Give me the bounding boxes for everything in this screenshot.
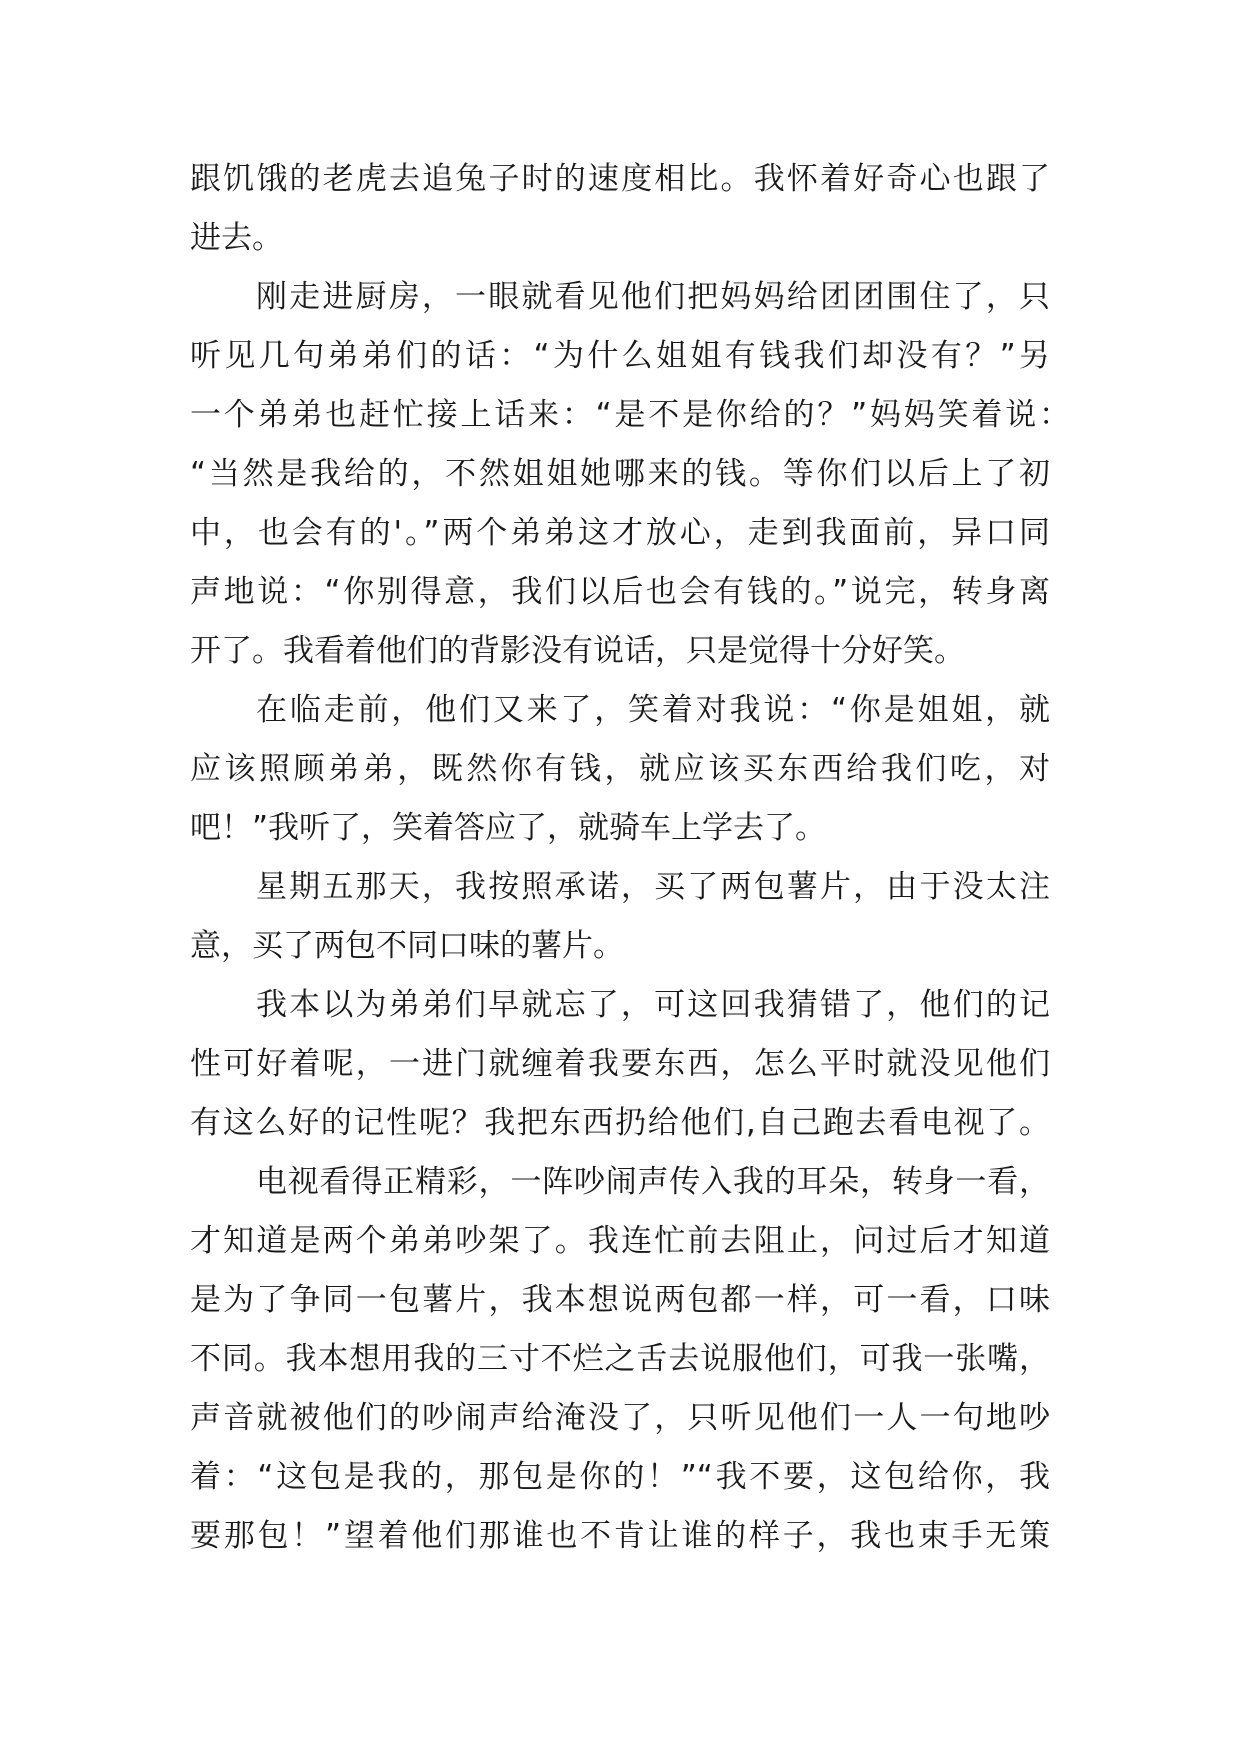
essay-body [190,150,1070,1566]
text-line: 应该照顾弟弟，既然你有钱，就应该买东西给我们吃，对 [190,751,1050,787]
text-line: 着：“这包是我的，那包是你的！”“我不要，这包给你，我 [190,1459,1050,1495]
text-line: 跟饥饿的老虎去追兔子时的速度相比。我怀着好奇心也跟了 [190,161,1050,197]
text-line: 意，买了两包不同口味的薯片。 [190,928,624,964]
text-line: 才知道是两个弟弟吵架了。我连忙前去阻止，问过后才知道 [190,1223,1050,1259]
text-line: 中，也会有的'。”两个弟弟这才放心，走到我面前，异口同 [190,515,1050,551]
text-line: 不同。我本想用我的三寸不烂之舌去说服他们，可我一张嘴， [190,1341,1050,1377]
text-line: 性可好着呢，一进门就缠着我要东西，怎么平时就没见他们 [190,1046,1050,1082]
text-line: 声音就被他们的吵闹声给淹没了，只听见他们一人一句地吵 [190,1400,1050,1436]
text-line: 要那包！”望着他们那谁也不肯让谁的样子，我也束手无策 [190,1518,1050,1554]
text-line: 开了。我看着他们的背影没有说话，只是觉得十分好笑。 [190,633,965,669]
paragraph-start-line: 刚走进厨房，一眼就看见他们把妈妈给团团围住了，只 [256,279,1050,315]
paragraph-start-line: 我本以为弟弟们早就忘了，可这回我猜错了，他们的记 [256,987,1050,1023]
paragraph-start-line: 在临走前，他们又来了，笑着对我说：“你是姐姐，就 [256,692,1050,728]
text-line: 是为了争同一包薯片，我本想说两包都一样，可一看，口味 [190,1282,1050,1318]
text-line: 听见几句弟弟们的话：“为什么姐姐有钱我们却没有？”另 [190,338,1050,374]
text-line: 有这么好的记性呢？我把东西扔给他们,自己跑去看电视了。 [190,1105,1050,1141]
paragraph-start-line: 电视看得正精彩，一阵吵闹声传入我的耳朵，转身一看， [256,1164,1050,1200]
text-line: 进去。 [190,220,283,256]
paragraph-start-line: 星期五那天，我按照承诺，买了两包薯片，由于没太注 [256,869,1050,905]
text-line: 吧！”我听了，笑着答应了，就骑车上学去了。 [190,810,827,846]
text-line: “当然是我给的，不然姐姐她哪来的钱。等你们以后上了初 [190,456,1050,492]
text-line: 一个弟弟也赶忙接上话来：“是不是你给的？”妈妈笑着说： [190,397,1070,433]
text-line: 声地说：“你别得意，我们以后也会有钱的。”说完，转身离 [190,574,1050,610]
